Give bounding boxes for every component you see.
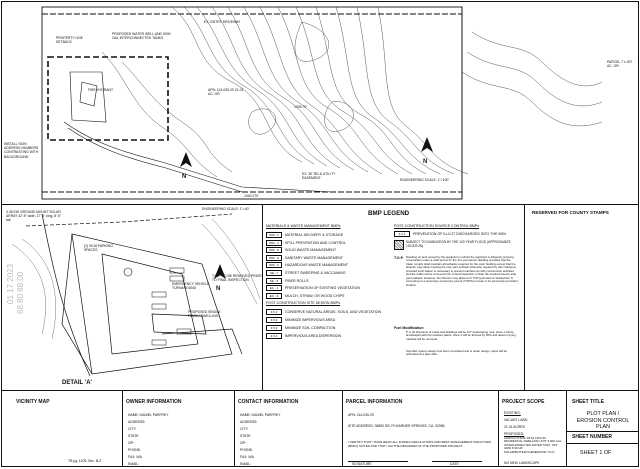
svg-text:N: N <box>216 286 221 292</box>
info-field: STATE: <box>128 434 140 438</box>
bmp-post-row <box>266 309 381 315</box>
info-field: ZIP: <box>128 441 135 445</box>
sheet-title-label: SHEET TITLE <box>572 399 604 405</box>
bmp-code: EC - 6 <box>266 293 282 299</box>
bmp-code: 4.5.3 <box>266 325 282 331</box>
parcel-info <box>342 391 499 467</box>
info-field: PHONE: <box>128 448 141 452</box>
bmp-material-row <box>266 285 360 291</box>
scope-existing-1: VACANT LAND <box>504 418 528 422</box>
bmp-title: BMP LEGEND <box>368 210 410 217</box>
label-dim-1005: 1005.70' <box>294 105 307 109</box>
parcel-signature: SIGNATURE <box>352 462 372 466</box>
bmp-material-row <box>266 247 336 253</box>
bmp-label: CONSERVE NATURAL AREAS, SOILS, AND VEGETATION <box>285 309 382 314</box>
info-field: FAX: N/A <box>240 455 254 459</box>
bmp-code: WM - 1 <box>266 232 282 238</box>
fuel-label: Fuel Modification <box>394 326 424 330</box>
info-field: FAX: N/A <box>128 455 142 459</box>
info-field: ADDRESS: <box>128 420 146 424</box>
scope-landscape: NO NEW LANDSCAPE <box>504 461 540 465</box>
detail-note-remove: T.O.P. TO BE REMOVED PRIOR TO FINAL INSPECTION <box>212 274 262 283</box>
parcel-certify: I CERTIFY THAT I HAVE READ ALL ZONING REGULATIONS AND BEST MANAGEMENT PRACTICES (BMPs) NOTES AND THAT I AM THE DESIGNER OF THE PROPOSED PROJECT. <box>348 440 492 448</box>
detail-a <box>2 204 263 390</box>
top-text: Dwelling on land owned by the applicant on which the applicant is diligently pursuing construction under a valid permit for the firm permanent dwelling provided that the trailer comply shall maintain all setbacks required for the main building except that the Director may allow meeting the rear yard setback otherwise required by this ordinance provided such waiver is necessary to prevent interference with construction activities and the trailer will be removed prior to final inspection or than the required interior side yard setback. However, the Director may allow an 0 TOP (pursuant to Subsection 7) converting to a temporary occupancy permit (TOPOs) remain in its previously permitted location. <box>406 255 518 287</box>
info-field: STATE: <box>240 434 252 438</box>
sheet-number-divider <box>566 443 639 444</box>
bmp-code: WM - 9 <box>266 255 282 261</box>
bmp-code: 4.5.1 <box>266 309 282 315</box>
bmp-material-row <box>266 270 346 276</box>
scope-proposed: AGRICULTURAL WITH 1504 SF RESIDENTIAL DWELLING UNIT, 5,000 GAL INTERCONNECTED WATER TANK, OFF GRID 8.36 kW SOLAR/BATTERY/GENERATOR T.O.P. <box>504 436 562 454</box>
info-field: EMAIL: <box>240 462 252 466</box>
bmp-post-row <box>266 325 335 331</box>
owner-info <box>122 391 235 467</box>
bmp-code: SE - 5 <box>266 278 282 284</box>
bmp-material-row <box>266 255 343 261</box>
bmp-label: SPILL PREVENTION AND CONTROL <box>285 240 346 245</box>
contact-info <box>234 391 343 467</box>
parcel-date: DATE <box>450 462 459 466</box>
parcel-site-address: SITE ADDRESS: 36890 SR-79 WARNER SPRINGS, CA. 92086 <box>348 424 445 428</box>
detail-note-parking: (2) 9X18 PARKING SPACES <box>84 244 113 253</box>
info-field: ZIP: <box>240 441 247 445</box>
scope-existing-label: EXISTING: <box>504 411 521 415</box>
detail-note-emergency: EMERGENCY VEHICLE TURNAROUND <box>172 282 210 291</box>
parcel-title: PARCEL INFORMATION <box>346 399 403 405</box>
bmp-code: 4.2.1 <box>394 231 410 237</box>
label-ex-row: EX. 30' RD & UTILITY EASEMENT <box>302 172 336 181</box>
reserved-title: RESERVED FOR COUNTY STAMPS <box>532 210 609 215</box>
parcel-apn: APN: 114-030-29 <box>348 413 374 417</box>
bmp-code: WM - 4 <box>266 240 282 246</box>
bmp-label: SANITARY WASTE MANAGEMENT <box>285 255 343 260</box>
label-setback: PROPERTY LINE SETBACK <box>56 36 84 45</box>
top-label: T.O.P. <box>394 256 404 260</box>
owner-title: OWNER INFORMATION <box>126 399 182 405</box>
bmp-post-title: POST-CONSTRUCTION SITE DESIGN BMPs <box>266 301 341 305</box>
bmp-code: WM - 6 <box>266 262 282 268</box>
detail-title: DETAIL 'A' <box>62 380 92 386</box>
svg-text:N: N <box>182 174 187 180</box>
bmp-materials-title: MATERIALS & WASTE MANAGEMENT BMPs <box>266 224 341 228</box>
bmp-label: MINIMIZE SOIL COMPACTION <box>285 325 336 330</box>
info-field: CITY: <box>240 427 249 431</box>
sheet-number-label: SHEET NUMBER <box>572 434 613 440</box>
bmp-label: IMPERVIOUS AREA DISPERSION <box>285 333 342 338</box>
bmp-label: HAZARDOUS WASTE MANAGEMENT <box>285 263 348 268</box>
svg-text:N: N <box>423 159 428 165</box>
label-apn-site: APN: 114-030-29 21.01 AC. GR. <box>208 88 244 97</box>
sheet-title: PLOT PLAN / EROSION CONTROL PLAN <box>576 411 630 431</box>
bmp-label: STREET SWEEPING & VACCUMING <box>285 270 346 275</box>
bmp-code: SE - 7 <box>266 270 282 276</box>
detail-side-number-1: 01 17 2023 <box>6 263 15 304</box>
bmp-code: EC - 1 <box>266 285 282 291</box>
info-field: NAME: DANIEL PARFREY <box>240 413 281 417</box>
info-field: NAME: DANIEL PARFREY <box>128 413 169 417</box>
label-install-sign: INSTALL SIGN ADDRESS NUMBERS CONTRASTING WITH BACKGROUND <box>4 142 39 159</box>
scope-proposed-label: PROPOSED: <box>504 432 525 436</box>
flood-swatch <box>394 240 404 250</box>
sheet-number: SHEET 1 OF <box>580 450 612 456</box>
bmp-material-row <box>266 293 344 299</box>
bmp-label: MATERIAL DELIVERY & STORAGE <box>285 232 344 237</box>
info-field: EMAIL: <box>128 462 140 466</box>
sheet-divider <box>566 431 639 432</box>
scope-existing-2: 21.01 ACRES <box>504 425 525 429</box>
flood-note: SUBJECT TO INUNDATION BY THE 100 YEAR FLOOD (APPROXIMATE LOCATION) <box>406 240 511 248</box>
vicinity-note: TB pg. 1109, Sec. B-2 <box>68 459 102 463</box>
detail-note-proposed: PROPOSED SINGLE FAMILY DWELLING <box>188 310 221 319</box>
bmp-label: PREVENTION OF ILLICIT DISCHARGES INTO THE MS4 <box>413 231 506 236</box>
detail-side-number-2: 68.80 88.00 <box>16 271 25 314</box>
label-ex-driveway: EX. ENTRY DRIVEWAY <box>204 20 241 24</box>
bmp-label: SOLID WASTE MANAGEMENT <box>285 248 337 253</box>
label-fire-hydrant: FIRE HYDRANT <box>88 88 114 92</box>
fuel-text: 5' in all directions of roads and buildings will be 1/2" landscaping rock. Zone 1 will be landscaped with fire resistive plants. Zone 2 will be thinned by 50% and dead or dying material will be removed. <box>406 330 516 341</box>
bmp-post-row <box>266 333 341 339</box>
bmp-material-row <box>266 262 348 268</box>
bmp-code: WM - 5 <box>266 247 282 253</box>
info-field: ADDRESS: <box>240 420 258 424</box>
bmp-material-row <box>266 278 308 284</box>
site-plan-scale: ENGINEERING SCALE: 1"=100' <box>400 178 450 182</box>
bmp-label: MINIMIZE IMPERVIOUS AREA <box>285 317 336 322</box>
vicinity-title: VICINITY MAP <box>16 399 50 405</box>
bmp-post-row <box>266 317 335 323</box>
site-plan <box>2 2 639 205</box>
sprinkler-note: Sprinkler system design has been completed and is under design, plans will be submitted at a later date. <box>406 349 507 357</box>
bmp-source-row <box>394 231 506 237</box>
reserved-stamps <box>524 204 639 390</box>
bmp-material-row <box>266 232 343 238</box>
vicinity-map <box>2 391 123 467</box>
detail-a-drawing <box>2 204 262 390</box>
label-well: PROPOSED WATER WELL AND 5000 GAL INTERCONNECTED TANKS <box>112 32 171 41</box>
title-block <box>2 390 639 467</box>
info-field: PHONE: <box>240 448 253 452</box>
bmp-legend <box>262 204 525 390</box>
project-scope <box>498 391 567 467</box>
label-parcel: PARCEL 7 ±.307 AC. GR. <box>607 60 633 69</box>
bmp-material-row <box>266 240 346 246</box>
bmp-label: MULCH, STRAW, OR WOOD CHIPS <box>285 293 345 298</box>
bmp-code: 4.5.2 <box>266 317 282 323</box>
info-field: CITY: <box>128 427 137 431</box>
bmp-label: FIBER ROLLS <box>285 278 309 283</box>
scope-title: PROJECT SCOPE <box>502 399 545 405</box>
detail-scale: ENGINEERING SCALE: 1"=40' <box>202 207 250 211</box>
bmp-source-title: POST-CONSTRUCTION SOURCE CONTROL BMPs <box>394 224 480 228</box>
bmp-code: 4.5.4 <box>266 333 282 339</box>
plan-sheet <box>1 1 639 467</box>
sheet-info <box>566 391 639 467</box>
detail-note-solar: 3.36 KW GROUND MOUNT SOLAR ARRAY 32' 8" wide, 17' 3" long, 8' 6" tall <box>6 210 61 223</box>
contact-title: CONTACT INFORMATION <box>238 399 299 405</box>
label-dim-1040: 1040.270' <box>244 194 259 198</box>
bmp-label: PRESERVATION OF EXISTING VEGETATION <box>285 286 360 291</box>
